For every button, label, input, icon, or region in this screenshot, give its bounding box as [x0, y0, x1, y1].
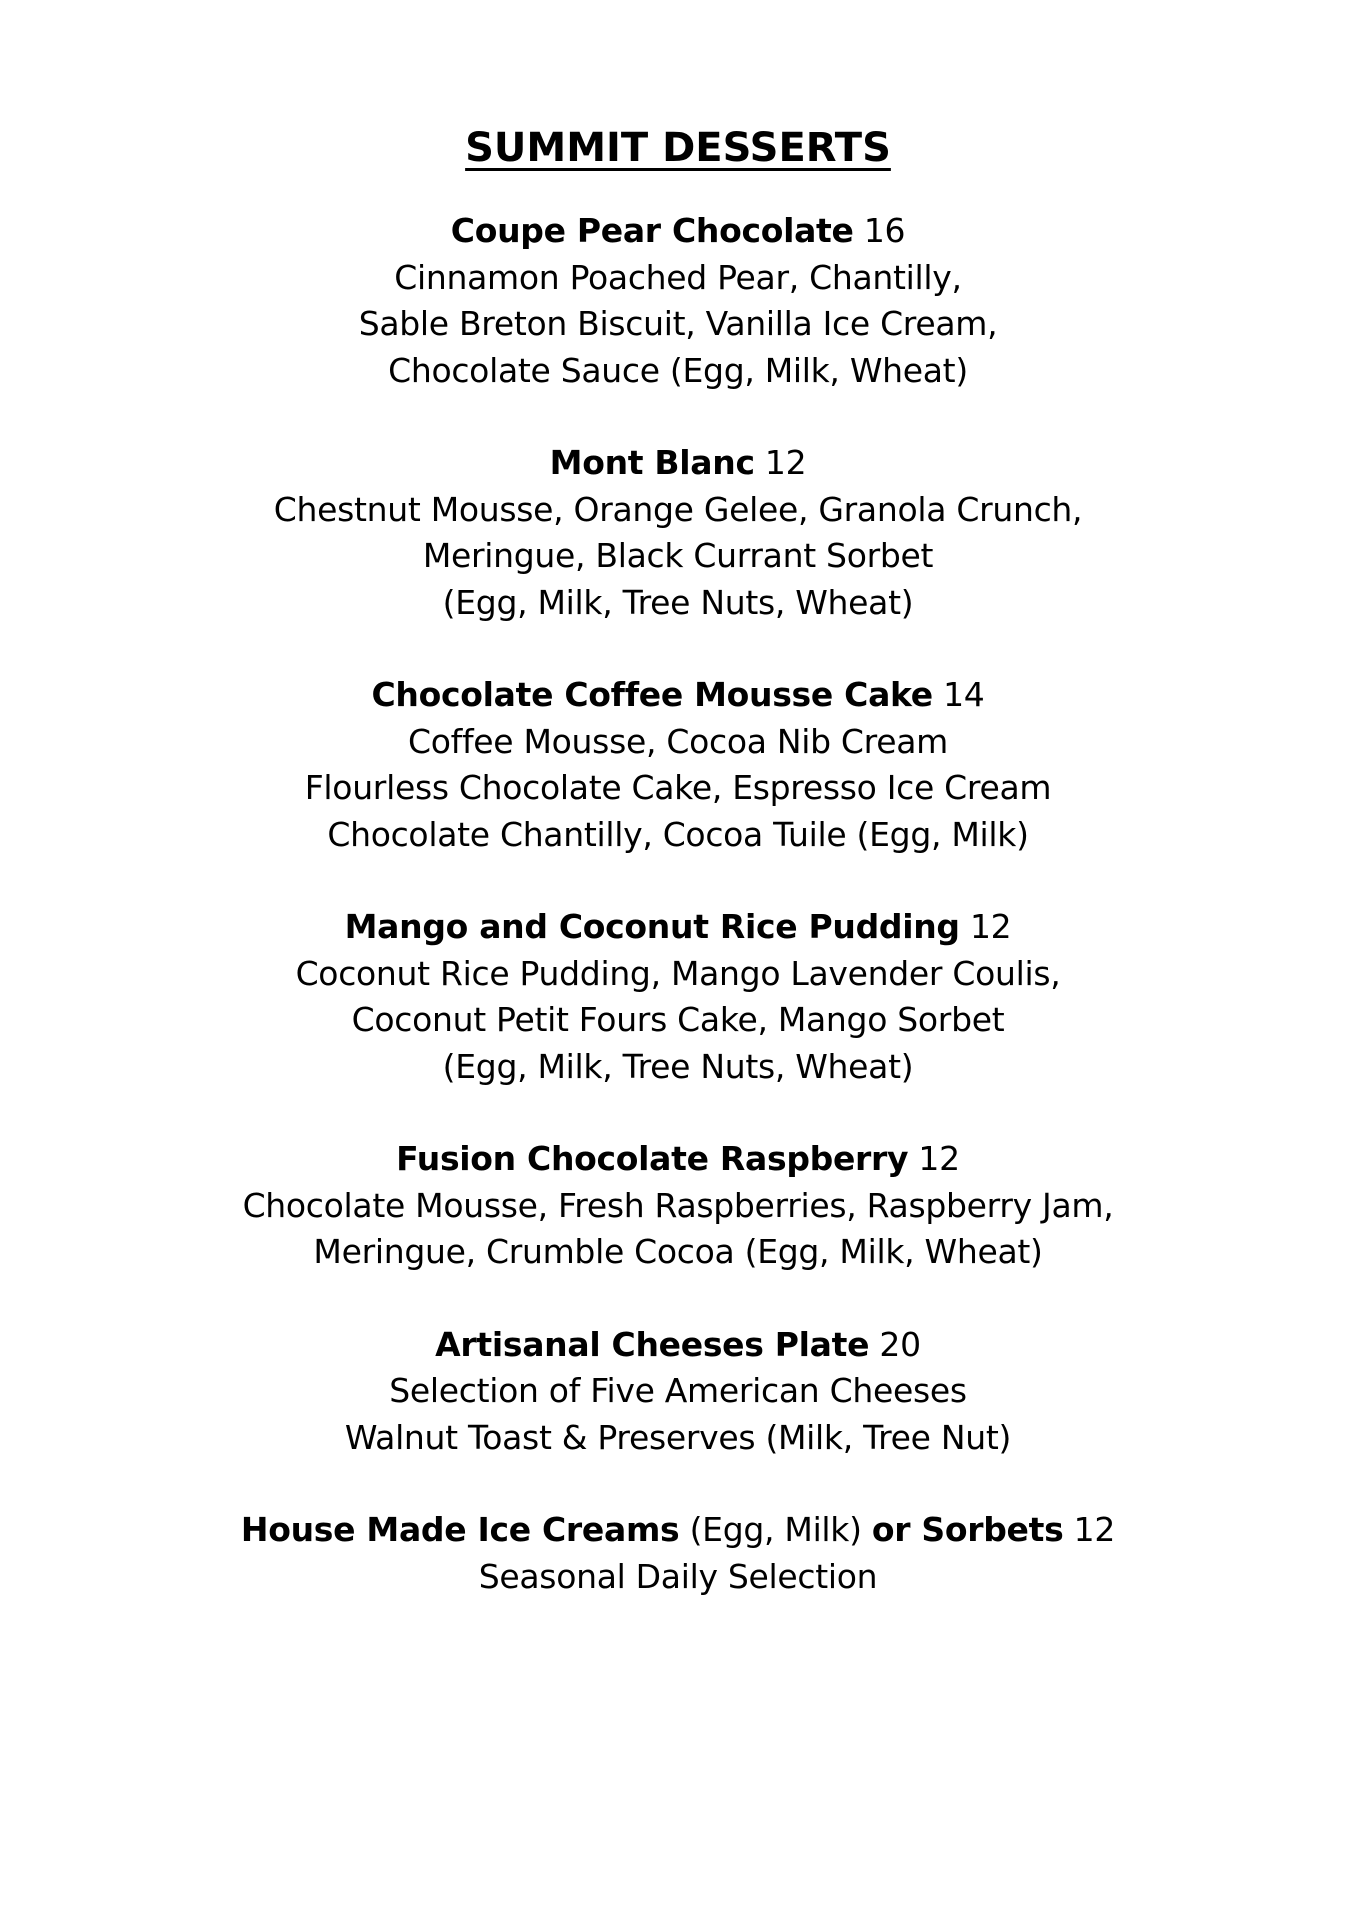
item-description-line: (Egg, Milk, Tree Nuts, Wheat): [442, 582, 914, 622]
item-price: 20: [879, 1324, 921, 1364]
menu-item: [0, 208, 1356, 394]
item-name-alt: or Sorbets: [871, 1510, 1064, 1549]
menu-item: [0, 904, 1356, 1090]
item-heading: [0, 1322, 1356, 1369]
item-name: Mango and Coconut Rice Pudding: [344, 907, 960, 946]
item-price: 16: [863, 211, 906, 250]
item-name: Chocolate Coffee Mousse Cake: [371, 675, 933, 714]
item-name: Fusion Chocolate Raspberry: [396, 1139, 909, 1178]
item-description-line: Chocolate Sauce (Egg, Milk, Wheat): [388, 350, 968, 390]
item-name: Coupe Pear Chocolate: [450, 211, 854, 250]
item-description-line: Chocolate Mousse, Fresh Raspberries, Raspberry Jam,: [242, 1185, 1114, 1225]
item-heading: [0, 208, 1356, 255]
item-heading: [0, 1507, 1356, 1554]
menu-item: [0, 1507, 1356, 1600]
item-description-line: Sable Breton Biscuit, Vanilla Ice Cream,: [358, 304, 998, 343]
item-description-line: Cinnamon Poached Pear, Chantilly,: [394, 257, 962, 297]
item-description-line: Coconut Petit Fours Cake, Mango Sorbet: [351, 1000, 1005, 1039]
item-heading: [0, 1136, 1356, 1183]
item-price: 12: [918, 1139, 960, 1178]
item-price: 12: [969, 907, 1012, 946]
item-description-line: Coffee Mousse, Cocoa Nib Cream: [408, 721, 948, 761]
item-name: Mont Blanc: [549, 443, 755, 482]
item-description-line: Walnut Toast & Preserves (Milk, Tree Nut): [344, 1417, 1012, 1457]
menu-title: SUMMIT DESSERTS: [465, 125, 891, 171]
menu-item: [0, 1322, 1356, 1462]
item-description-line: Chestnut Mousse, Orange Gelee, Granola Crunch,: [273, 489, 1083, 529]
item-description-line: Flourless Chocolate Cake, Espresso Ice Cream: [304, 768, 1052, 807]
menu-item: [0, 672, 1356, 858]
item-description-line: Meringue, Crumble Cocoa (Egg, Milk, Wheat): [313, 1232, 1043, 1271]
dessert-menu: [0, 118, 1356, 1646]
item-description-line: Selection of Five American Cheeses: [389, 1371, 967, 1410]
item-price: 14: [943, 675, 985, 714]
item-description-line: Coconut Rice Pudding, Mango Lavender Coulis,: [295, 953, 1061, 993]
item-heading: [0, 672, 1356, 719]
item-allergens: (Egg, Milk): [689, 1510, 862, 1549]
item-heading: [0, 440, 1356, 487]
item-description-line: (Egg, Milk, Tree Nuts, Wheat): [442, 1046, 914, 1086]
item-description-line: Seasonal Daily Selection: [478, 1556, 878, 1596]
item-name: House Made Ice Creams: [240, 1510, 680, 1549]
menu-item: [0, 1136, 1356, 1276]
item-price: 12: [1073, 1510, 1116, 1549]
item-heading: [0, 904, 1356, 951]
menu-item: [0, 440, 1356, 626]
item-price: 12: [764, 443, 807, 482]
item-name: Artisanal Cheeses Plate: [435, 1324, 870, 1364]
item-description-line: Meringue, Black Currant Sorbet: [422, 536, 934, 575]
item-description-line: Chocolate Chantilly, Cocoa Tuile (Egg, Milk): [327, 814, 1029, 854]
